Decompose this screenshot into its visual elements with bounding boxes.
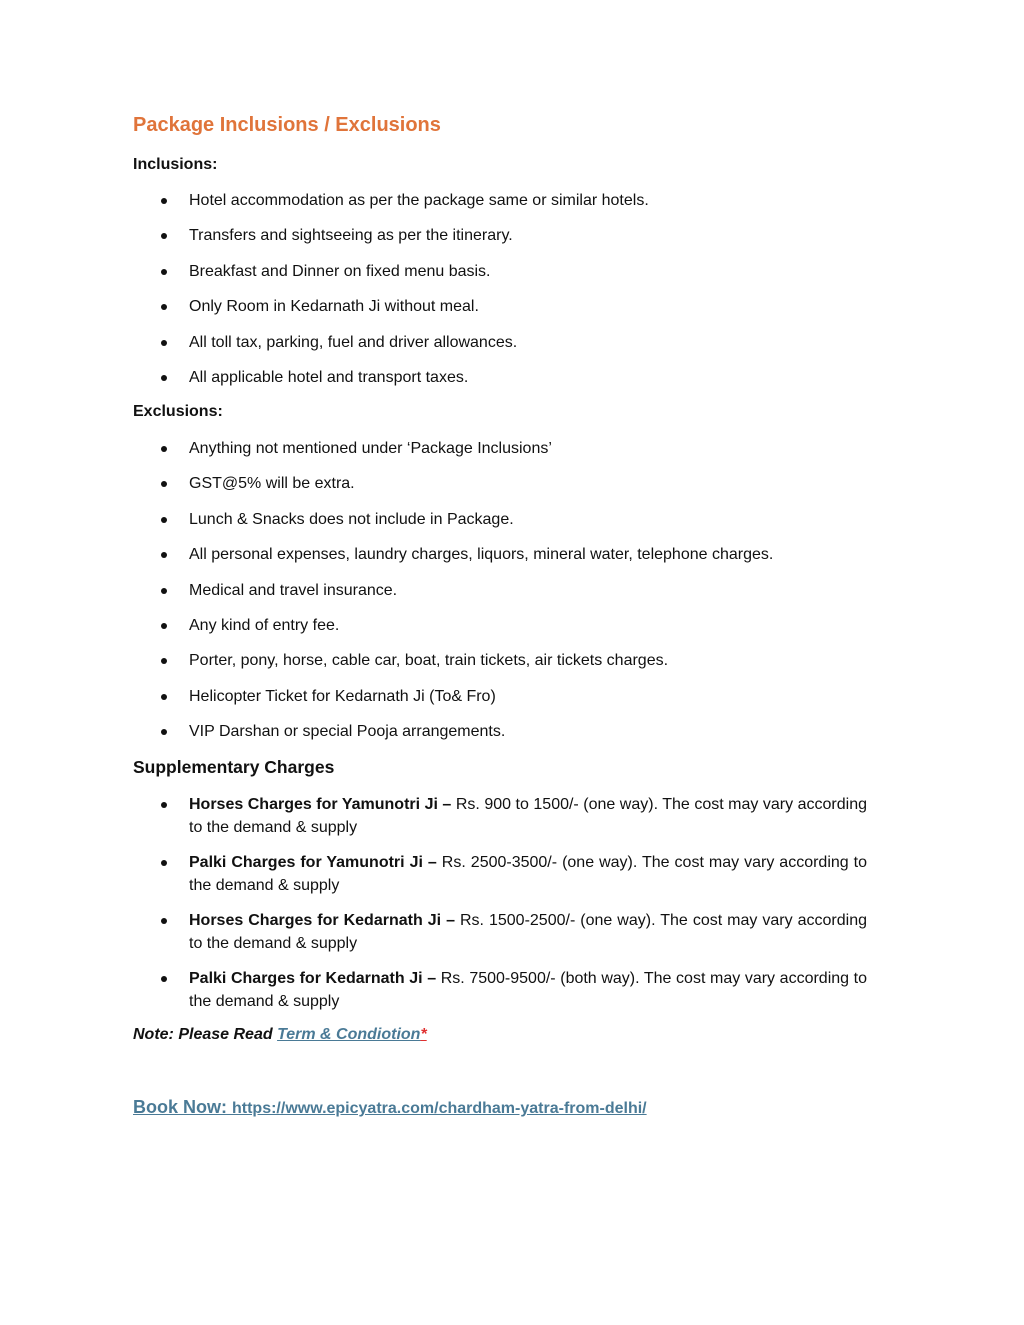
charge-label: Horses Charges for Kedarnath Ji –: [189, 912, 455, 929]
list-item: [133, 685, 867, 708]
list-item-text: Only Room in Kedarnath Ji without meal.: [189, 298, 479, 316]
exclusions-label: Exclusions:: [133, 403, 223, 420]
bullet-icon: [161, 340, 167, 346]
charge-label: Palki Charges for Kedarnath Ji –: [189, 970, 437, 987]
list-item-text: All toll tax, parking, fuel and driver allowances.: [189, 333, 518, 351]
list-item-text: Lunch & Snacks does not include in Package.: [189, 510, 514, 528]
list-item: [133, 437, 867, 460]
list-item-text: VIP Darshan or special Pooja arrangements.: [189, 723, 506, 741]
bullet-icon: [161, 375, 167, 381]
bullet-icon: [161, 802, 167, 808]
bullet-icon: [161, 860, 167, 866]
list-item-text: Transfers and sightseeing as per the itinerary.: [189, 227, 513, 245]
inclusions-list: [133, 189, 867, 401]
page-title: Package Inclusions / Exclusions: [133, 114, 441, 136]
list-item: [133, 508, 867, 531]
list-item: [133, 295, 867, 318]
charge-text: Rs. 900 to 1500/- (one way). The cost may vary according to the demand & supply: [189, 796, 868, 836]
bullet-icon: [161, 481, 167, 487]
book-now-url[interactable]: https://www.epicyatra.com/chardham-yatra-from-delhi/: [232, 1100, 647, 1117]
charge-text: Rs. 2500-3500/- (one way). The cost may vary according to the demand & supply: [189, 854, 868, 894]
list-item: [133, 224, 867, 247]
charge-label: Horses Charges for Yamunotri Ji –: [189, 796, 452, 813]
note-text: [133, 1026, 427, 1044]
book-now-label: Book Now:: [133, 1097, 232, 1117]
bullet-icon: [161, 304, 167, 310]
list-item: [133, 366, 867, 389]
inclusions-label: Inclusions:: [133, 156, 218, 173]
list-item: [133, 720, 867, 743]
bullet-icon: [161, 233, 167, 239]
list-item: [133, 649, 867, 672]
charge-text: Rs. 7500-9500/- (both way). The cost may vary according to the demand & supply: [189, 970, 867, 1010]
list-item-text: All personal expenses, laundry charges, liquors, mineral water, telephone charges.: [189, 546, 774, 564]
bullet-icon: [161, 446, 167, 452]
list-item: [133, 189, 867, 212]
charge-label: Palki Charges for Yamunotri Ji –: [189, 854, 437, 871]
bullet-icon: [161, 552, 167, 558]
list-item: [133, 331, 867, 354]
list-item: [133, 579, 867, 602]
list-item: [133, 793, 867, 839]
list-item: [133, 909, 867, 955]
list-item-text: GST@5% will be extra.: [189, 475, 355, 493]
list-item: [133, 543, 867, 566]
list-item: [133, 260, 867, 283]
bullet-icon: [161, 918, 167, 924]
list-item: [133, 614, 867, 637]
list-item-text: Any kind of entry fee.: [189, 616, 340, 634]
list-item-text: Hotel accommodation as per the package same or similar hotels.: [189, 192, 649, 209]
list-item-text: All applicable hotel and transport taxes.: [189, 368, 469, 386]
bullet-icon: [161, 623, 167, 629]
bullet-icon: [161, 729, 167, 735]
book-now-link[interactable]: [133, 1097, 647, 1118]
bullet-icon: [161, 694, 167, 700]
bullet-icon: [161, 658, 167, 664]
terms-link[interactable]: Term & Condiotion: [277, 1026, 421, 1043]
list-item-text: Breakfast and Dinner on fixed menu basis.: [189, 262, 491, 280]
bullet-icon: [161, 198, 167, 204]
bullet-icon: [161, 588, 167, 594]
list-item-text: Anything not mentioned under ‘Package Inclusions’: [189, 440, 552, 457]
list-item: [133, 851, 867, 897]
list-item: [133, 472, 867, 495]
bullet-icon: [161, 517, 167, 523]
bullet-icon: [161, 976, 167, 982]
list-item-text: Porter, pony, horse, cable car, boat, train tickets, air tickets charges.: [189, 652, 669, 670]
list-item: [133, 967, 867, 1013]
supplementary-list: [133, 793, 867, 1025]
exclusions-list: [133, 437, 867, 756]
bullet-icon: [161, 269, 167, 275]
required-asterisk: *: [420, 1026, 427, 1043]
list-item-text: Medical and travel insurance.: [189, 581, 398, 599]
list-item-text: Helicopter Ticket for Kedarnath Ji (To& Fro): [189, 687, 496, 705]
note-prefix: Note: Please Read: [133, 1026, 278, 1043]
charge-text: Rs. 1500-2500/- (one way). The cost may vary according to the demand & supply: [189, 912, 867, 952]
supplementary-heading: Supplementary Charges: [133, 757, 335, 777]
